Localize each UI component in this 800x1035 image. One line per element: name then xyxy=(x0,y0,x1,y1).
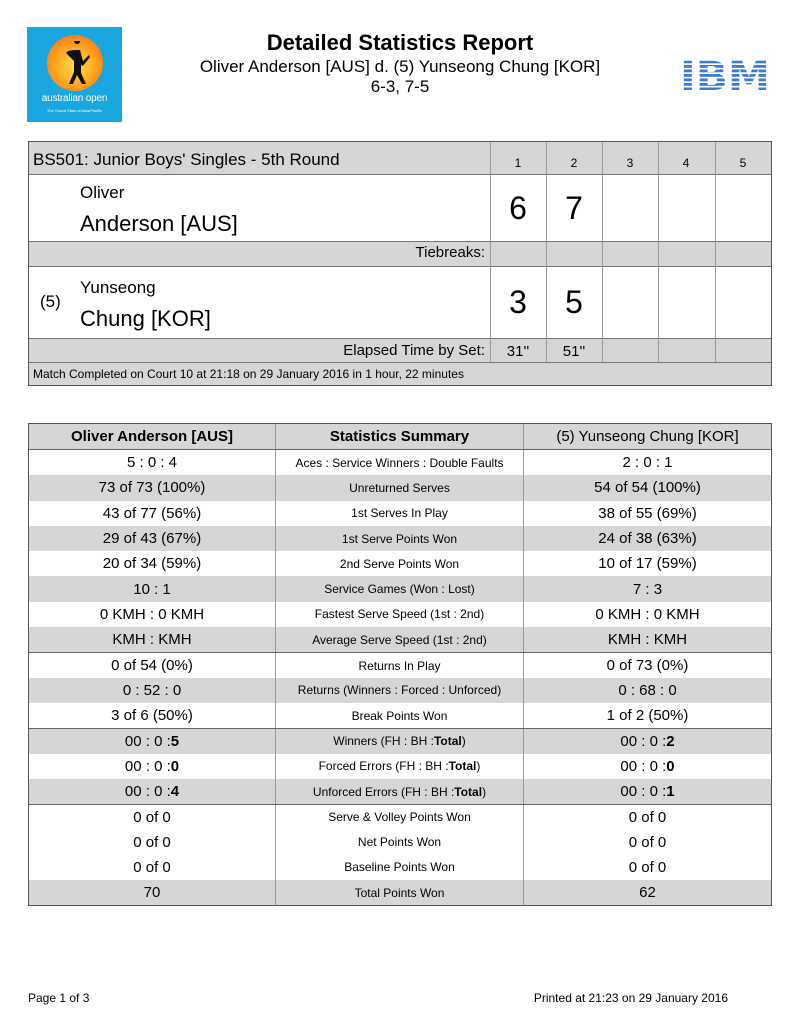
player1-value: 0 of 0 xyxy=(29,829,276,854)
stat-label: Returns In Play xyxy=(276,653,524,677)
player1-value: 73 of 73 (100%) xyxy=(29,475,276,500)
player1-value: 00 : 0 : 4 xyxy=(29,779,276,804)
stat-label: Forced Errors (FH : BH : Total ) xyxy=(276,754,524,779)
player2-column-header: (5) Yunseong Chung [KOR] xyxy=(556,428,739,445)
match-scoreboard xyxy=(28,141,772,386)
tiebreaks-label: Tiebreaks: xyxy=(415,244,485,261)
set-number-1: 1 xyxy=(514,156,522,170)
player1-last-name: Anderson [AUS] xyxy=(80,211,238,236)
stat-label: Unreturned Serves xyxy=(276,475,524,500)
event-name: BS501: Junior Boys' Singles - 5th Round xyxy=(33,150,340,169)
elapsed-label: Elapsed Time by Set: xyxy=(343,342,485,359)
player2-value: KMH : KMH xyxy=(607,631,688,649)
player2-value: 0 of 73 (0%) xyxy=(606,657,689,675)
tiebreak-band xyxy=(29,241,771,266)
player2-value: 1 of 2 (50%) xyxy=(606,707,689,725)
elapsed-set1: 31'' xyxy=(506,343,530,360)
set-number-2: 2 xyxy=(570,156,578,170)
player1-value: 70 xyxy=(29,880,276,905)
player1-value: 5 : 0 : 4 xyxy=(29,450,276,475)
stat-label: Break Points Won xyxy=(276,703,524,728)
player2-value: 38 of 55 (69%) xyxy=(598,504,697,522)
ao-brand-text: australian open xyxy=(41,93,108,104)
stat-label: Fastest Serve Speed (1st : 2nd) xyxy=(276,602,524,627)
player1-set2: 7 xyxy=(565,190,583,226)
table-row xyxy=(29,526,771,551)
player2-first-name: Yunseong xyxy=(80,278,156,297)
stat-label: Total Points Won xyxy=(276,880,524,905)
stat-label: Aces : Service Winners : Double Faults xyxy=(276,450,524,475)
player2-seed: (5) xyxy=(40,292,61,311)
report-title: Detailed Statistics Report xyxy=(266,30,534,55)
player1-value: 10 : 1 xyxy=(29,576,276,601)
ao-tagline: The Grand Slam of Asia/Pacific xyxy=(46,108,103,113)
player2-value: 00 : 0 : 0 xyxy=(620,757,675,775)
table-row xyxy=(29,652,771,677)
stat-label: 1st Serve Points Won xyxy=(276,526,524,551)
table-row xyxy=(29,475,771,500)
table-row xyxy=(29,627,771,652)
player2-value: 24 of 38 (63%) xyxy=(598,530,697,548)
player2-set1: 3 xyxy=(509,284,527,320)
player2-value: 0 : 68 : 0 xyxy=(618,681,677,699)
summary-column-header: Statistics Summary xyxy=(276,424,524,449)
player1-value: KMH : KMH xyxy=(29,627,276,652)
player2-value: 7 : 3 xyxy=(632,580,663,598)
match-completed-note: Match Completed on Court 10 at 21:18 on 29 January 2016 in 1 hour, 22 minutes xyxy=(33,367,464,381)
ibm-logo xyxy=(679,56,771,92)
table-row xyxy=(29,880,771,905)
stat-label: 2nd Serve Points Won xyxy=(276,551,524,576)
player1-first-name: Oliver xyxy=(80,183,125,202)
table-row xyxy=(29,576,771,601)
table-row xyxy=(29,551,771,576)
table-row xyxy=(29,678,771,703)
stat-label: Serve & Volley Points Won xyxy=(276,805,524,829)
table-row xyxy=(29,754,771,779)
elapsed-set2: 51'' xyxy=(562,343,586,360)
stat-label: Average Serve Speed (1st : 2nd) xyxy=(276,627,524,652)
player2-value: 0 of 0 xyxy=(628,858,667,876)
player1-value: 20 of 34 (59%) xyxy=(29,551,276,576)
stat-label: Service Games (Won : Lost) xyxy=(276,576,524,601)
player1-value: 00 : 0 : 5 xyxy=(29,729,276,753)
table-row xyxy=(29,728,771,753)
stat-label: Returns (Winners : Forced : Unforced) xyxy=(276,678,524,703)
player1-value: 29 of 43 (67%) xyxy=(29,526,276,551)
table-row xyxy=(29,501,771,526)
player2-value: 0 KMH : 0 KMH xyxy=(595,605,700,623)
player1-value: 00 : 0 : 0 xyxy=(29,754,276,779)
player2-value: 00 : 0 : 2 xyxy=(620,732,675,750)
set-number-4: 4 xyxy=(682,156,690,170)
player1-value: 0 of 0 xyxy=(29,855,276,880)
player2-value: 00 : 0 : 1 xyxy=(620,783,675,800)
stat-label: Baseline Points Won xyxy=(276,855,524,880)
match-result: Oliver Anderson [AUS] d. (5) Yunseong Chung [KOR] xyxy=(199,57,601,76)
player1-set1: 6 xyxy=(509,190,527,226)
table-row xyxy=(29,804,771,829)
page-number: Page 1 of 3 xyxy=(28,991,90,1005)
player1-value: 0 of 54 (0%) xyxy=(29,653,276,677)
player1-value: 0 : 52 : 0 xyxy=(29,678,276,703)
player1-column-header: Oliver Anderson [AUS] xyxy=(29,424,276,449)
stat-label: Unforced Errors (FH : BH : Total ) xyxy=(276,779,524,804)
set-number-5: 5 xyxy=(739,156,747,170)
stat-label: Net Points Won xyxy=(276,829,524,854)
player2-value: 0 of 0 xyxy=(628,833,667,851)
statistics-table xyxy=(28,423,772,906)
table-row xyxy=(29,602,771,627)
player2-value: 10 of 17 (59%) xyxy=(598,555,697,573)
set-number-3: 3 xyxy=(626,156,634,170)
table-header xyxy=(29,424,771,450)
match-score: 6-3, 7-5 xyxy=(370,77,430,96)
player2-value: 2 : 0 : 1 xyxy=(622,454,673,472)
player1-value: 43 of 77 (56%) xyxy=(29,501,276,526)
table-row xyxy=(29,855,771,880)
stat-label: 1st Serves In Play xyxy=(276,501,524,526)
player2-value: 54 of 54 (100%) xyxy=(594,479,701,497)
player1-value: 0 of 0 xyxy=(29,805,276,829)
table-row xyxy=(29,829,771,854)
player1-value: 3 of 6 (50%) xyxy=(29,703,276,728)
table-row xyxy=(29,703,771,728)
player1-value: 0 KMH : 0 KMH xyxy=(29,602,276,627)
player2-last-name: Chung [KOR] xyxy=(80,306,211,331)
table-row xyxy=(29,450,771,475)
table-row xyxy=(29,779,771,804)
player2-value: 0 of 0 xyxy=(628,808,667,826)
stat-label: Winners (FH : BH : Total ) xyxy=(276,729,524,753)
player2-value: 62 xyxy=(639,884,656,902)
printed-timestamp: Printed at 21:23 on 29 January 2016 xyxy=(533,991,728,1005)
player2-set2: 5 xyxy=(565,284,583,320)
